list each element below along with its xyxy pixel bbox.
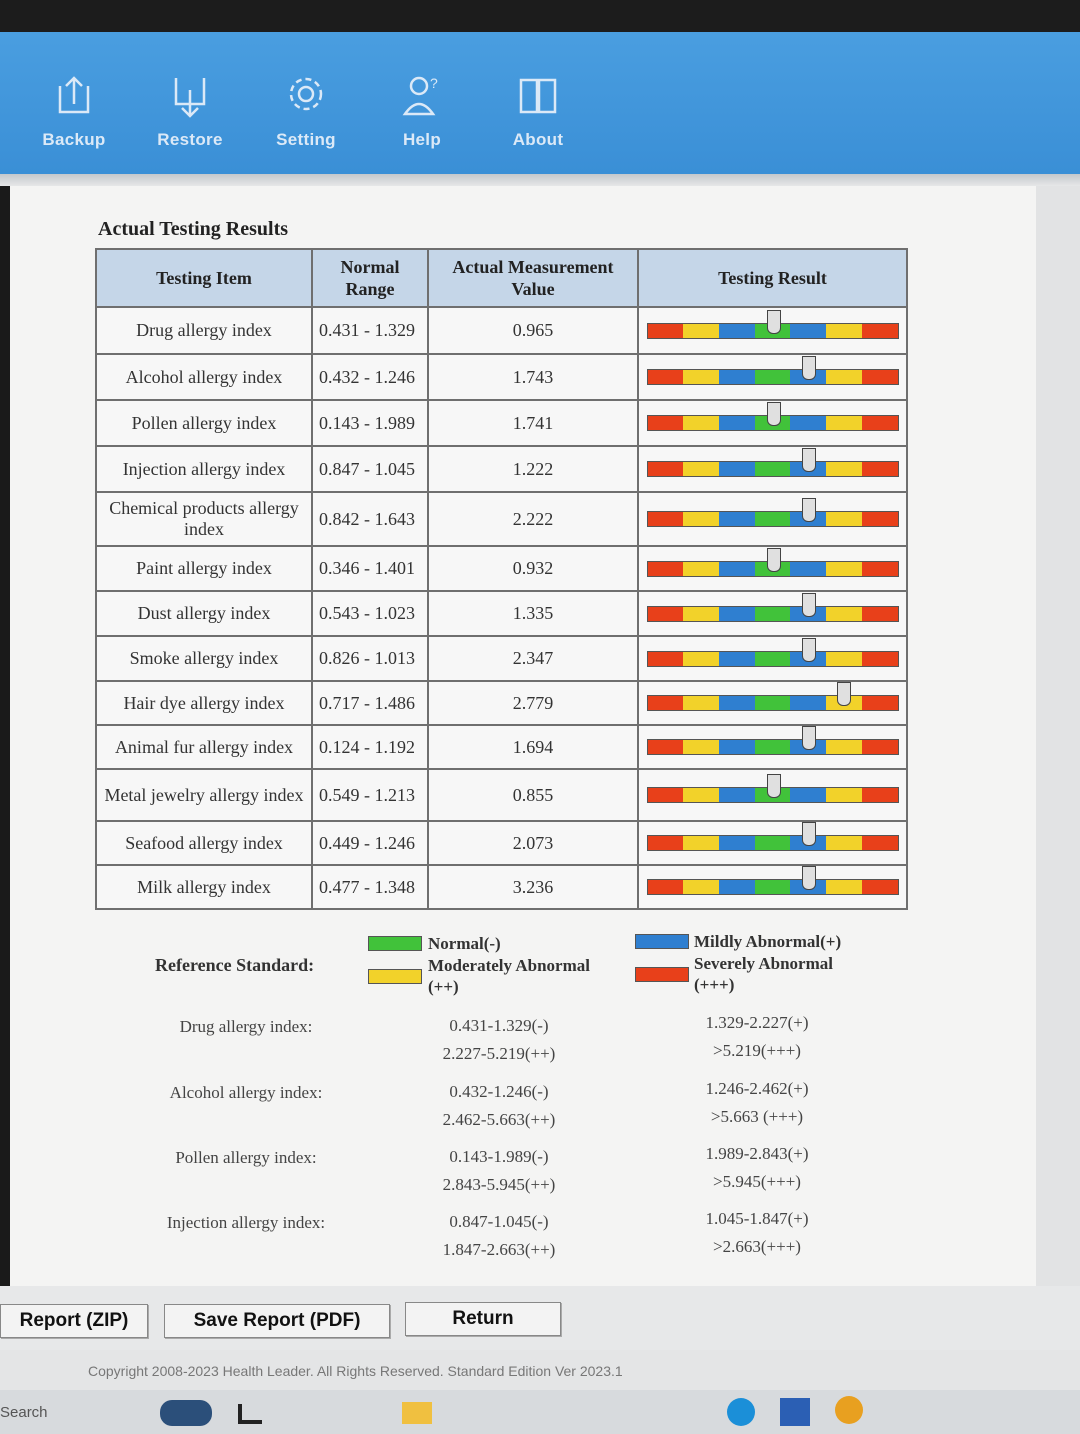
scale-segment [648, 788, 684, 802]
cell-measurement-value: 0.855 [428, 769, 638, 821]
legend-title: Reference Standard: [155, 955, 315, 975]
scale-segment [755, 696, 791, 710]
cell-testing-item: Drug allergy index [96, 307, 312, 354]
scale-segment [826, 416, 862, 430]
result-scale-bar [647, 835, 899, 851]
result-scale-bar [647, 695, 899, 711]
severe-swatch [635, 967, 689, 982]
scale-segment [719, 740, 755, 754]
scale-segment [648, 740, 684, 754]
folder-icon[interactable] [402, 1402, 432, 1424]
backup-button[interactable] [24, 72, 124, 150]
scale-segment [862, 324, 898, 338]
table-row [96, 725, 907, 769]
table-row [96, 354, 907, 400]
result-scale-bar [647, 415, 899, 431]
cell-testing-result [638, 591, 907, 636]
cell-testing-result [638, 821, 907, 865]
table-row [96, 821, 907, 865]
cell-normal-range: 0.543 - 1.023 [312, 591, 428, 636]
cell-measurement-value: 3.236 [428, 865, 638, 909]
scale-segment [826, 788, 862, 802]
scale-segment [790, 562, 826, 576]
result-scale-bar [647, 739, 899, 755]
cell-normal-range: 0.477 - 1.348 [312, 865, 428, 909]
scale-segment [719, 462, 755, 476]
scale-segment [862, 562, 898, 576]
reference-item-name: Pollen allergy index: [175, 1148, 317, 1167]
scale-segment [755, 512, 791, 526]
scale-segment [683, 462, 719, 476]
scale-segment [790, 696, 826, 710]
scale-segment [755, 740, 791, 754]
header-testing-item: Testing Item [96, 249, 312, 307]
scale-segment [719, 607, 755, 621]
about-label: About [512, 130, 564, 149]
setting-label: Setting [276, 130, 336, 149]
cell-measurement-value: 1.694 [428, 725, 638, 769]
reference-mild: 1.329-2.227(+) [705, 1013, 809, 1032]
scale-segment [862, 607, 898, 621]
table-row [96, 865, 907, 909]
scale-segment [719, 324, 755, 338]
cell-normal-range: 0.549 - 1.213 [312, 769, 428, 821]
scale-segment [755, 370, 791, 384]
cell-normal-range: 0.432 - 1.246 [312, 354, 428, 400]
backup-label: Backup [42, 130, 106, 149]
scale-segment [648, 324, 684, 338]
cell-measurement-value: 2.779 [428, 681, 638, 725]
cell-measurement-value: 0.932 [428, 546, 638, 591]
footer [0, 1350, 1080, 1390]
toolbar [0, 32, 1080, 174]
table-row [96, 636, 907, 681]
cell-testing-result [638, 769, 907, 821]
scale-segment [719, 370, 755, 384]
scale-segment [826, 562, 862, 576]
cell-testing-item: Pollen allergy index [96, 400, 312, 446]
scale-segment [862, 836, 898, 850]
section-title: Actual Testing Results [98, 218, 289, 240]
cell-testing-item: Hair dye allergy index [96, 681, 312, 725]
scale-segment [648, 696, 684, 710]
reference-item-name: Injection allergy index: [166, 1213, 326, 1232]
cell-normal-range: 0.346 - 1.401 [312, 546, 428, 591]
cell-testing-item: Metal jewelry allergy index [96, 769, 312, 821]
scale-segment [683, 836, 719, 850]
toolbar-divider [0, 174, 1080, 186]
cell-normal-range: 0.842 - 1.643 [312, 492, 428, 546]
scale-segment [648, 416, 684, 430]
table-row [96, 446, 907, 492]
result-pointer-icon [802, 822, 816, 846]
save-report-pdf-button[interactable]: Save Report (PDF) [164, 1304, 390, 1338]
svg-text:?: ? [430, 75, 438, 91]
cell-testing-item: Smoke allergy index [96, 636, 312, 681]
scale-segment [683, 696, 719, 710]
scale-segment [648, 836, 684, 850]
cell-testing-result [638, 307, 907, 354]
reference-mild: 1.045-1.847(+) [705, 1209, 809, 1228]
scale-segment [683, 562, 719, 576]
scale-segment [826, 370, 862, 384]
help-user-icon [402, 72, 442, 118]
table-header-row [96, 249, 907, 307]
cell-measurement-value: 1.335 [428, 591, 638, 636]
edge-icon[interactable] [727, 1398, 755, 1426]
cell-testing-result [638, 354, 907, 400]
legend-severe: Severely Abnormal (+++) [694, 954, 833, 994]
cell-testing-result [638, 681, 907, 725]
copyright-text: Copyright 2008-2023 Health Leader. All Rights Reserved. Standard Edition Ver 2023.1 [88, 1363, 623, 1379]
result-pointer-icon [802, 638, 816, 662]
table-row [96, 400, 907, 446]
scale-segment [826, 462, 862, 476]
cell-measurement-value: 1.741 [428, 400, 638, 446]
taskbar-app-icon[interactable] [160, 1400, 212, 1426]
scale-segment [826, 512, 862, 526]
book-icon [518, 72, 558, 118]
scale-segment [862, 416, 898, 430]
button-bar [0, 1286, 1080, 1350]
help-button[interactable] [372, 72, 472, 150]
table-row [96, 307, 907, 354]
results-table [95, 248, 908, 910]
restore-label: Restore [157, 130, 223, 149]
scale-segment [790, 324, 826, 338]
scale-segment [683, 880, 719, 894]
cell-normal-range: 0.847 - 1.045 [312, 446, 428, 492]
upload-icon [54, 72, 94, 118]
scale-segment [719, 696, 755, 710]
scale-segment [790, 788, 826, 802]
cell-testing-item: Alcohol allergy index [96, 354, 312, 400]
taskbar-search[interactable]: Search [0, 1404, 48, 1421]
result-scale-bar [647, 461, 899, 477]
reference-severe: >5.663 (+++) [710, 1107, 804, 1126]
normal-swatch [368, 936, 422, 951]
table-row [96, 546, 907, 591]
table-row [96, 769, 907, 821]
cell-testing-result [638, 446, 907, 492]
header-normal-range: Normal Range [312, 249, 428, 307]
reference-moderate: 2.843-5.945(++) [442, 1175, 556, 1194]
scale-segment [683, 370, 719, 384]
reference-item-name: Drug allergy index: [179, 1017, 313, 1036]
reference-item-name: Alcohol allergy index: [169, 1083, 323, 1102]
moderate-swatch [368, 969, 422, 984]
result-scale-bar [647, 606, 899, 622]
result-scale-bar [647, 651, 899, 667]
cell-testing-result [638, 546, 907, 591]
reference-moderate: 2.227-5.219(++) [442, 1044, 556, 1063]
app-icon[interactable] [835, 1396, 863, 1424]
result-scale-bar [647, 511, 899, 527]
scale-segment [648, 880, 684, 894]
scale-segment [648, 562, 684, 576]
scale-segment [790, 416, 826, 430]
reference-normal: 0.847-1.045(-) [449, 1212, 549, 1231]
table-row [96, 681, 907, 725]
setting-button[interactable] [256, 72, 356, 150]
cell-measurement-value: 2.073 [428, 821, 638, 865]
legend-moderate: Moderately Abnormal (++) [428, 956, 590, 996]
scale-segment [862, 370, 898, 384]
cell-measurement-value: 0.965 [428, 307, 638, 354]
cell-measurement-value: 1.743 [428, 354, 638, 400]
cell-testing-item: Milk allergy index [96, 865, 312, 909]
gear-icon [286, 72, 326, 118]
cell-testing-result [638, 865, 907, 909]
scale-segment [755, 652, 791, 666]
cell-measurement-value: 1.222 [428, 446, 638, 492]
cell-testing-item: Paint allergy index [96, 546, 312, 591]
reference-mild: 1.246-2.462(+) [705, 1079, 809, 1098]
scale-segment [862, 880, 898, 894]
scale-segment [826, 607, 862, 621]
reference-mild: 1.989-2.843(+) [705, 1144, 809, 1163]
scale-segment [826, 880, 862, 894]
result-pointer-icon [767, 402, 781, 426]
result-scale-bar [647, 879, 899, 895]
result-pointer-icon [767, 774, 781, 798]
result-pointer-icon [767, 310, 781, 334]
scale-segment [826, 652, 862, 666]
scale-segment [719, 836, 755, 850]
cell-testing-item: Injection allergy index [96, 446, 312, 492]
legend-normal: Normal(-) [428, 934, 501, 953]
scale-segment [683, 512, 719, 526]
reference-moderate: 2.462-5.663(++) [442, 1110, 556, 1129]
cell-normal-range: 0.826 - 1.013 [312, 636, 428, 681]
reference-normal: 0.143-1.989(-) [449, 1147, 549, 1166]
result-pointer-icon [802, 498, 816, 522]
cell-testing-item: Seafood allergy index [96, 821, 312, 865]
result-pointer-icon [802, 448, 816, 472]
scale-segment [862, 740, 898, 754]
restore-button[interactable] [140, 72, 240, 150]
help-label: Help [402, 130, 442, 149]
scale-segment [683, 324, 719, 338]
scale-segment [862, 512, 898, 526]
scale-segment [719, 512, 755, 526]
download-icon [170, 72, 210, 118]
cell-normal-range: 0.143 - 1.989 [312, 400, 428, 446]
cell-measurement-value: 2.222 [428, 492, 638, 546]
task-view-icon[interactable] [238, 1404, 262, 1424]
cell-normal-range: 0.449 - 1.246 [312, 821, 428, 865]
mild-swatch [635, 934, 689, 949]
cell-normal-range: 0.431 - 1.329 [312, 307, 428, 354]
result-scale-bar [647, 561, 899, 577]
scale-segment [648, 462, 684, 476]
reference-moderate: 1.847-2.663(++) [442, 1240, 556, 1259]
cell-measurement-value: 2.347 [428, 636, 638, 681]
cell-normal-range: 0.717 - 1.486 [312, 681, 428, 725]
scale-segment [862, 462, 898, 476]
cell-testing-item: Animal fur allergy index [96, 725, 312, 769]
taskbar [0, 1390, 1080, 1434]
table-row [96, 492, 907, 546]
legend-mild: Mildly Abnormal(+) [694, 932, 842, 951]
scale-segment [826, 836, 862, 850]
reference-normal: 0.431-1.329(-) [449, 1016, 549, 1035]
cell-testing-result [638, 636, 907, 681]
cell-testing-result [638, 725, 907, 769]
scale-segment [683, 607, 719, 621]
cell-testing-item: Chemical products allergy index [96, 492, 312, 546]
scale-segment [648, 512, 684, 526]
scale-segment [648, 607, 684, 621]
scale-segment [683, 652, 719, 666]
scale-segment [719, 416, 755, 430]
scale-segment [648, 370, 684, 384]
reference-normal: 0.432-1.246(-) [449, 1082, 549, 1101]
scale-segment [862, 696, 898, 710]
scale-segment [755, 880, 791, 894]
reference-severe: >5.219(+++) [713, 1041, 801, 1060]
scale-segment [719, 880, 755, 894]
return-button[interactable]: Return [405, 1302, 561, 1336]
cell-testing-item: Dust allergy index [96, 591, 312, 636]
scale-segment [719, 788, 755, 802]
scale-segment [862, 652, 898, 666]
result-pointer-icon [802, 593, 816, 617]
scale-segment [719, 562, 755, 576]
header-measurement: Actual Measurement Value [428, 249, 638, 307]
scale-segment [755, 607, 791, 621]
result-pointer-icon [802, 356, 816, 380]
reference-severe: >2.663(+++) [713, 1237, 801, 1256]
result-scale-bar [647, 369, 899, 385]
result-scale-bar [647, 787, 899, 803]
cell-testing-result [638, 492, 907, 546]
result-pointer-icon [802, 866, 816, 890]
report-zip-button[interactable]: Report (ZIP) [0, 1304, 148, 1338]
cell-testing-result [638, 400, 907, 446]
scale-segment [755, 462, 791, 476]
scale-segment [862, 788, 898, 802]
table-row [96, 591, 907, 636]
monitor-bezel [0, 0, 1080, 32]
scale-segment [719, 652, 755, 666]
scale-segment [683, 740, 719, 754]
scale-segment [826, 324, 862, 338]
result-scale-bar [647, 323, 899, 339]
header-testing-result: Testing Result [638, 249, 907, 307]
scale-segment [648, 652, 684, 666]
result-pointer-icon [837, 682, 851, 706]
word-icon[interactable] [780, 1398, 810, 1426]
scroll-area[interactable] [1036, 186, 1080, 1286]
result-pointer-icon [767, 548, 781, 572]
result-pointer-icon [802, 726, 816, 750]
scale-segment [683, 788, 719, 802]
scale-segment [755, 836, 791, 850]
about-button[interactable] [488, 72, 588, 150]
reference-severe: >5.945(+++) [713, 1172, 801, 1191]
scale-segment [826, 740, 862, 754]
cell-normal-range: 0.124 - 1.192 [312, 725, 428, 769]
scale-segment [683, 416, 719, 430]
